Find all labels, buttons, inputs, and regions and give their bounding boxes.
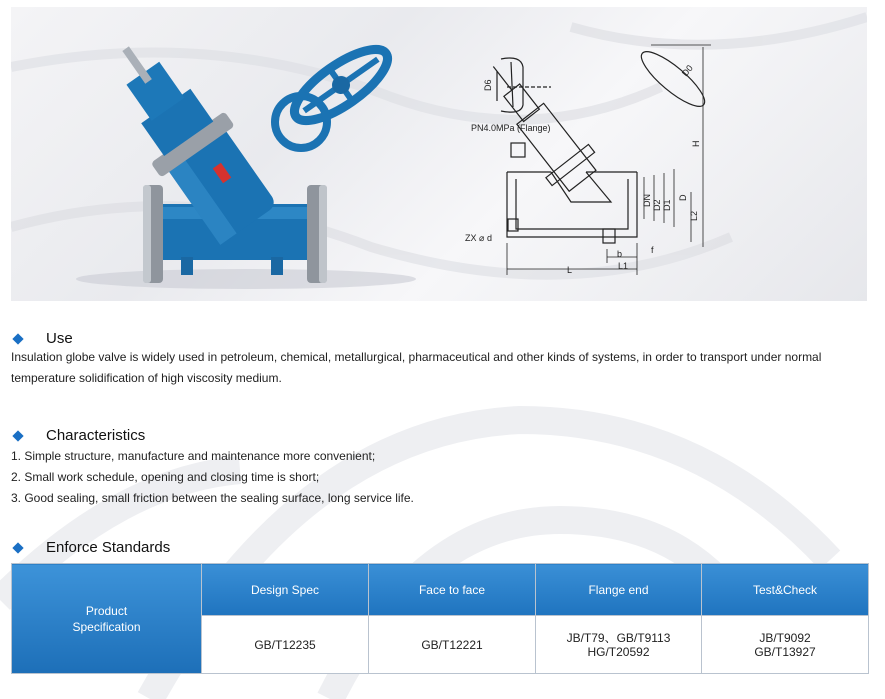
face-to-face-value: GB/T12221	[369, 616, 536, 674]
standards-heading	[11, 539, 170, 556]
label-dn: DN	[642, 194, 652, 207]
column-header-design-spec: Design Spec	[202, 564, 369, 616]
product-specification-header: Product Specification	[12, 564, 202, 674]
diamond-bullet-icon	[12, 430, 23, 441]
product-hero-image	[11, 7, 867, 301]
standards-title: Enforce Standards	[46, 539, 171, 556]
label-b: b	[617, 249, 623, 259]
list-item: 3. Good sealing, small friction between the sealing surface, long service life.	[11, 491, 414, 505]
test-check-value: JB/T9092 GB/T13927	[702, 616, 869, 674]
list-item: 1. Simple structure, manufacture and maintenance more convenient;	[11, 449, 376, 463]
characteristics-list	[11, 446, 871, 509]
label-d6: D6	[483, 79, 493, 91]
label-l1: L1	[618, 261, 629, 271]
use-heading	[11, 330, 73, 347]
label-d: D	[678, 194, 688, 201]
label-d2: D2	[652, 199, 662, 211]
column-header-face-to-face: Face to face	[369, 564, 536, 616]
column-header-flange-end: Flange end	[536, 564, 702, 616]
label-h: H	[691, 140, 701, 147]
column-header-test-check: Test&Check	[702, 564, 869, 616]
diamond-bullet-icon	[12, 333, 23, 344]
label-zx: ZX	[465, 233, 477, 243]
label-l: L	[567, 265, 573, 275]
list-item: 2. Small work schedule, opening and closing time is short;	[11, 470, 320, 484]
label-phi-d: d	[487, 233, 493, 243]
characteristics-title: Characteristics	[46, 427, 146, 444]
technical-drawing	[472, 44, 711, 275]
label-f: f	[651, 245, 654, 255]
flange-end-value: JB/T79、GB/T9113 HG/T20592	[536, 616, 702, 674]
label-phi-symbol: ⌀	[479, 233, 485, 243]
label-d1: D1	[662, 199, 672, 211]
standards-table	[11, 563, 869, 674]
use-title: Use	[46, 330, 73, 347]
label-d0: D0	[679, 63, 695, 79]
diamond-bullet-icon	[12, 542, 23, 553]
label-l2: L2	[689, 210, 699, 221]
label-pn: PN4.0MPa (Flange)	[471, 123, 551, 133]
characteristics-heading	[11, 427, 145, 444]
design-spec-value: GB/T12235	[202, 616, 369, 674]
use-text: Insulation globe valve is widely used in petroleum, chemical, metallurgical, pharmaceutical and other kinds of systems, in order to transport under normal temperature solidification of high viscosity medium.	[11, 350, 822, 385]
